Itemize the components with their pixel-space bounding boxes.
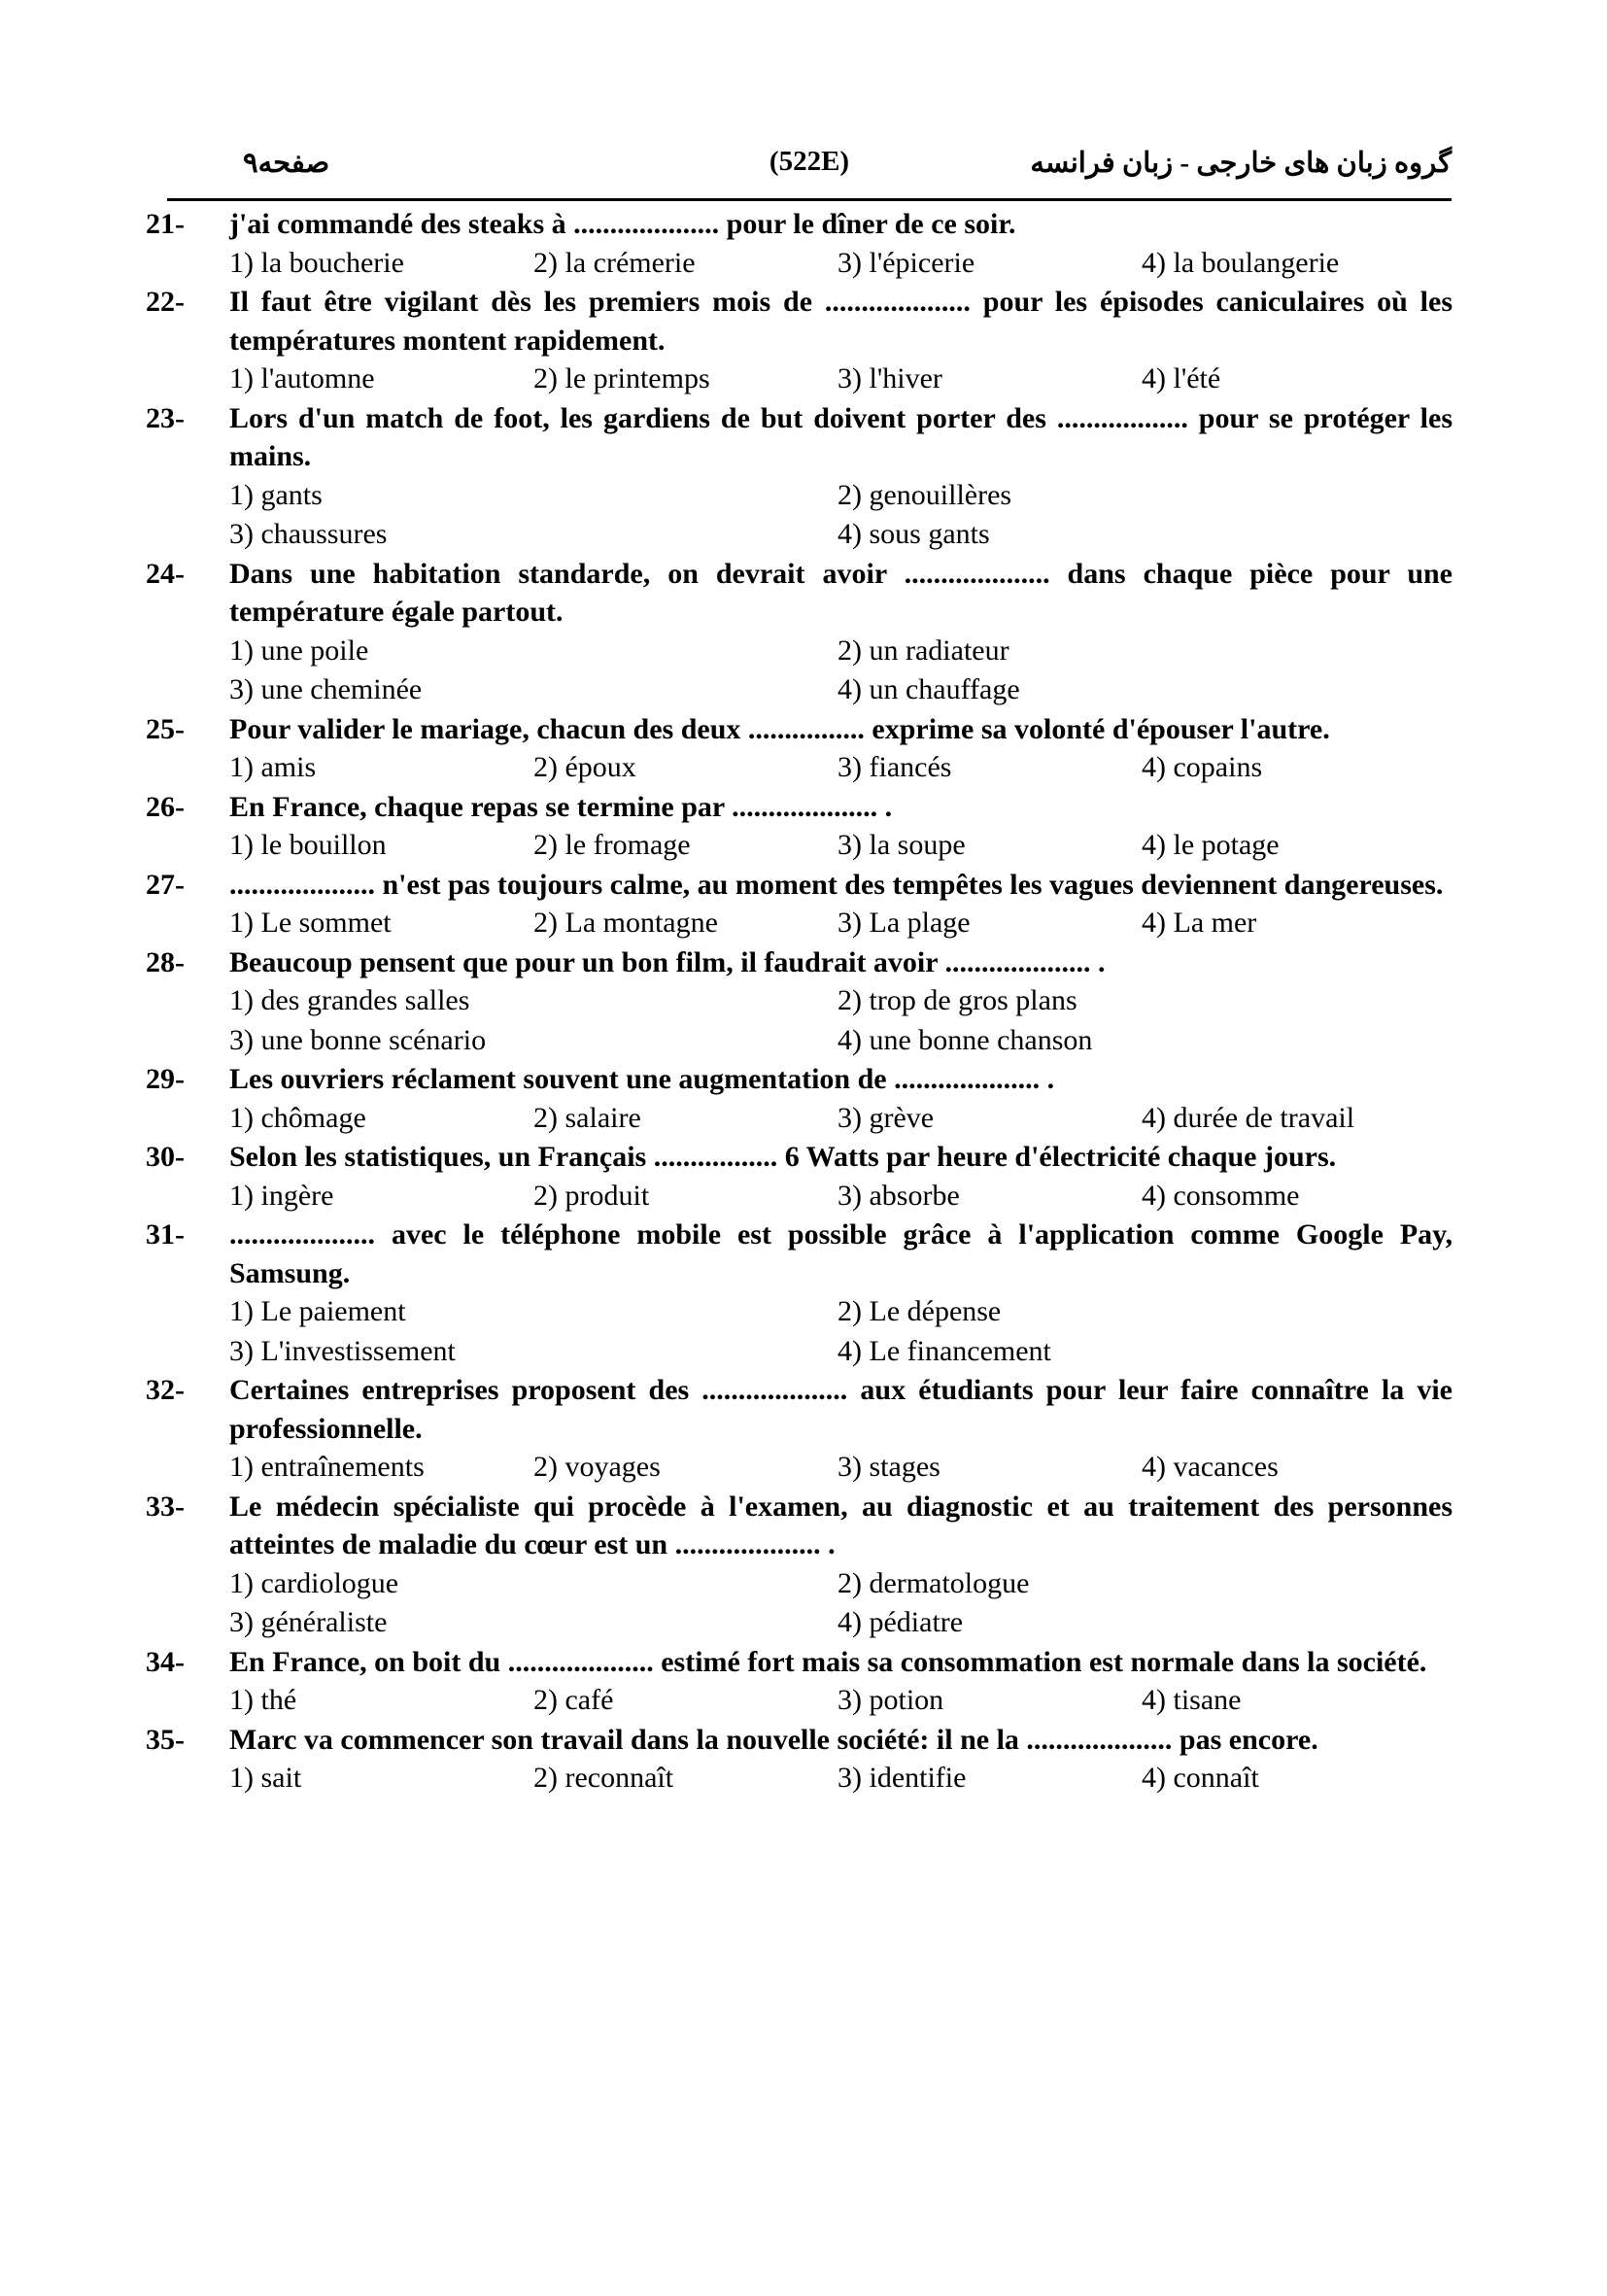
option-3: 3) fiancés <box>838 751 952 783</box>
question-number: 25- <box>146 712 185 745</box>
question-29 <box>146 1060 1453 1138</box>
option-1: 1) le bouillon <box>229 829 387 861</box>
question-text: j'ai commandé des steaks à .................... pour le dîner de ce soir. <box>229 208 1016 240</box>
option-1: 1) entraînements <box>229 1451 425 1483</box>
option-1: 1) Le sommet <box>229 907 392 939</box>
exam-group-title: گروه زبان های خارجی - زبان فرانسه <box>1030 148 1452 179</box>
option-3: 3) absorbe <box>838 1179 960 1212</box>
option-4: 4) connaît <box>1142 1762 1259 1794</box>
option-4: 4) un chauffage <box>838 673 1020 705</box>
question-text: En France, on boit du .................... estimé fort mais sa consommation est normale dans la société. <box>229 1645 1427 1678</box>
option-2: 2) trop de gros plans <box>838 984 1077 1016</box>
question-number: 33- <box>146 1490 185 1523</box>
question-text: Le médecin spécialiste qui procède à l'examen, au diagnostic et au traitement des personnes atteintes de maladie du cœur est un .................... . <box>229 1490 1453 1560</box>
option-1: 1) l'automne <box>229 362 375 394</box>
option-3: 3) la soupe <box>838 829 966 861</box>
option-2: 2) la crémerie <box>533 246 696 279</box>
option-4: 4) vacances <box>1142 1451 1279 1483</box>
option-1: 1) cardiologue <box>229 1566 399 1599</box>
question-text: Il faut être vigilant dès les premiers mois de .................... pour les épisodes caniculaires où les températures montent rapidement. <box>229 286 1453 357</box>
option-4: 4) tisane <box>1142 1684 1242 1716</box>
option-2: 2) genouillères <box>838 478 1012 511</box>
question-number: 27- <box>146 868 185 901</box>
option-4: 4) l'été <box>1142 362 1221 394</box>
question-number: 24- <box>146 557 185 590</box>
option-2: 2) voyages <box>533 1451 661 1483</box>
option-4: 4) sous gants <box>838 518 990 550</box>
option-3: 3) l'épicerie <box>838 246 975 279</box>
option-3: 3) généraliste <box>229 1606 388 1638</box>
option-3: 3) chaussures <box>229 518 388 550</box>
option-4: 4) pédiatre <box>838 1606 964 1638</box>
option-4: 4) consomme <box>1142 1179 1300 1212</box>
option-1: 1) Le paiement <box>229 1295 406 1327</box>
option-3: 3) une cheminée <box>229 673 423 705</box>
question-text: Pour valider le mariage, chacun des deux ................ exprime sa volonté d'épouser l'autre. <box>229 712 1330 745</box>
option-1: 1) sait <box>229 1762 302 1794</box>
question-text: Beaucoup pensent que pour un bon film, il faudrait avoir .................... . <box>229 945 1106 978</box>
option-3: 3) potion <box>838 1684 944 1716</box>
question-22 <box>146 283 1453 399</box>
question-text: Les ouvriers réclament souvent une augmentation de .................... . <box>229 1063 1055 1095</box>
option-2: 2) époux <box>533 751 636 783</box>
question-text: En France, chaque repas se termine par .................... . <box>229 790 893 823</box>
question-text: .................... avec le téléphone mobile est possible grâce à l'application comme Google Pay, Samsung. <box>229 1218 1453 1289</box>
option-2: 2) café <box>533 1684 614 1716</box>
questions-list <box>146 205 1453 1799</box>
question-text: .................... n'est pas toujours calme, au moment des tempêtes les vagues deviennent dangereuses. <box>229 868 1444 901</box>
exam-code: (522E) <box>769 146 850 177</box>
question-35 <box>146 1721 1453 1799</box>
question-number: 28- <box>146 945 185 978</box>
question-24 <box>146 555 1453 710</box>
option-4: 4) Le financement <box>838 1334 1051 1367</box>
question-number: 31- <box>146 1218 185 1251</box>
question-text: Marc va commencer son travail dans la nouvelle société: il ne la .................... pas encore. <box>229 1723 1318 1756</box>
header-divider <box>167 198 1452 201</box>
option-1: 1) gants <box>229 478 323 511</box>
question-text: Selon les statistiques, un Français ................. 6 Watts par heure d'électricité chaque jours. <box>229 1141 1337 1173</box>
option-4: 4) la boulangerie <box>1142 246 1340 279</box>
option-2: 2) reconnaît <box>533 1762 674 1794</box>
option-3: 3) une bonne scénario <box>229 1023 487 1056</box>
option-2: 2) le printemps <box>533 362 710 394</box>
option-3: 3) grève <box>838 1101 935 1134</box>
question-33 <box>146 1488 1453 1643</box>
option-4: 4) copains <box>1142 751 1263 783</box>
question-21 <box>146 205 1453 283</box>
option-2: 2) Le dépense <box>838 1295 1002 1327</box>
question-34 <box>146 1643 1453 1721</box>
option-3: 3) stages <box>838 1451 940 1483</box>
option-3: 3) La plage <box>838 907 971 939</box>
question-text: Certaines entreprises proposent des .................... aux étudiants pour leur faire connaître la vie professionnelle. <box>229 1374 1453 1445</box>
option-4: 4) La mer <box>1142 907 1257 939</box>
option-1: 1) amis <box>229 751 317 783</box>
option-4: 4) une bonne chanson <box>838 1023 1093 1056</box>
option-2: 2) un radiateur <box>838 634 1009 667</box>
question-number: 29- <box>146 1063 185 1095</box>
question-text: Dans une habitation standarde, on devrait avoir .................... dans chaque pièce pour une température égale partout. <box>229 557 1453 628</box>
option-1: 1) thé <box>229 1684 297 1716</box>
option-1: 1) une poile <box>229 634 369 667</box>
question-number: 26- <box>146 790 185 823</box>
question-number: 35- <box>146 1723 185 1756</box>
option-4: 4) durée de travail <box>1142 1101 1355 1134</box>
question-number: 23- <box>146 401 185 434</box>
question-31 <box>146 1216 1453 1371</box>
question-27 <box>146 866 1453 943</box>
option-2: 2) produit <box>533 1179 650 1212</box>
page-header <box>167 146 1452 188</box>
question-25 <box>146 710 1453 788</box>
question-28 <box>146 943 1453 1061</box>
option-1: 1) ingère <box>229 1179 334 1212</box>
question-number: 22- <box>146 286 185 318</box>
option-3: 3) L'investissement <box>229 1334 456 1367</box>
question-32 <box>146 1371 1453 1488</box>
option-4: 4) le potage <box>1142 829 1280 861</box>
option-2: 2) La montagne <box>533 907 718 939</box>
option-1: 1) des grandes salles <box>229 984 470 1016</box>
question-number: 21- <box>146 208 185 240</box>
option-2: 2) le fromage <box>533 829 691 861</box>
option-2: 2) salaire <box>533 1101 641 1134</box>
option-2: 2) dermatologue <box>838 1566 1030 1599</box>
page-number-label: صفحه۹ <box>243 148 330 179</box>
question-number: 30- <box>146 1141 185 1173</box>
question-text: Lors d'un match de foot, les gardiens de but doivent porter des .................. pour se protéger les mains. <box>229 401 1453 472</box>
question-23 <box>146 399 1453 555</box>
option-1: 1) la boucherie <box>229 246 404 279</box>
question-26 <box>146 788 1453 866</box>
option-3: 3) l'hiver <box>838 362 942 394</box>
question-number: 34- <box>146 1645 185 1678</box>
question-30 <box>146 1138 1453 1216</box>
option-1: 1) chômage <box>229 1101 366 1134</box>
question-number: 32- <box>146 1374 185 1406</box>
option-3: 3) identifie <box>838 1762 967 1794</box>
